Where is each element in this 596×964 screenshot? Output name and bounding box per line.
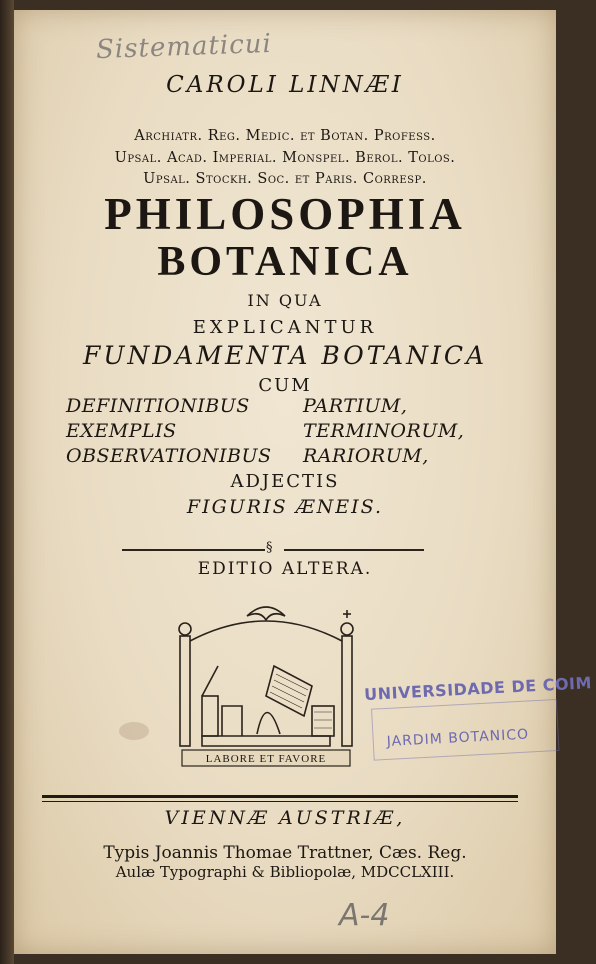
divider-rule-left [122, 549, 265, 551]
imprint-printer-line-1: Typis Joannis Thomae Trattner, Cæs. Reg. [103, 843, 467, 863]
term-right: TERMINORUM, [303, 420, 465, 442]
vignette-figure [257, 713, 280, 735]
imprint-printer-line-2: Aulæ Typographi & Bibliopolæ, MDCCLXIII. [115, 863, 455, 881]
term-left: OBSERVATIONIBUS [66, 445, 272, 467]
term-right: RARIORUM, [303, 445, 429, 467]
subtitle-in-qua: IN QUA [247, 291, 323, 310]
vignette-drapery [190, 621, 342, 641]
thin-rule [42, 801, 518, 802]
subtitle-adjectis: ADJECTIS [230, 471, 340, 492]
title-page [14, 10, 556, 954]
vignette-angel [247, 607, 285, 620]
credential-line-2: Upsal. Acad. Imperial. Monspel. Berol. Tolos. [114, 150, 456, 166]
printers-vignette [162, 596, 370, 774]
stamp-line-2: JARDIM BOTANICO [386, 726, 530, 750]
ornament-glyph: § [266, 540, 273, 555]
credential-line-1: Archiatr. Reg. Medic. et Botan. Profess. [134, 128, 436, 144]
vignette-left-column [180, 636, 190, 746]
edition-label: EDITIO ALTERA. [197, 559, 373, 579]
thick-rule [42, 795, 518, 798]
stamp-line-1: UNIVERSIDADE DE COIM [363, 673, 593, 705]
vignette-right-column [342, 636, 352, 746]
vignette-motto: LABORE ET FAVORE [205, 753, 327, 765]
library-stamp [363, 673, 593, 775]
title-line-1: PHILOSOPHIA [104, 189, 466, 239]
subtitle-fundamenta: FUNDAMENTA BOTANICA [82, 341, 488, 370]
pencil-shelfmark: A-4 [339, 898, 390, 933]
term-right: PARTIUM, [303, 395, 408, 417]
term-left: EXEMPLIS [66, 420, 177, 442]
subtitle-explicantur: EXPLICANTUR [192, 317, 378, 338]
subtitle-cum: CUM [258, 375, 312, 396]
term-left: DEFINITIONIBUS [66, 395, 250, 417]
title-line-2: BOTANICA [157, 239, 413, 285]
divider-rule-right [284, 549, 424, 551]
book-spine-edge [0, 0, 14, 964]
imprint-city: VIENNÆ AUSTRIÆ, [164, 807, 406, 829]
author-name: CAROLI LINNÆI [166, 72, 404, 98]
credential-line-3: Upsal. Stockh. Soc. et Paris. Corresp. [143, 171, 427, 187]
paper-stain [119, 722, 149, 740]
subtitle-figuris: FIGURIS ÆNEIS. [186, 496, 384, 518]
handwritten-note: Sistematicui [95, 28, 273, 66]
